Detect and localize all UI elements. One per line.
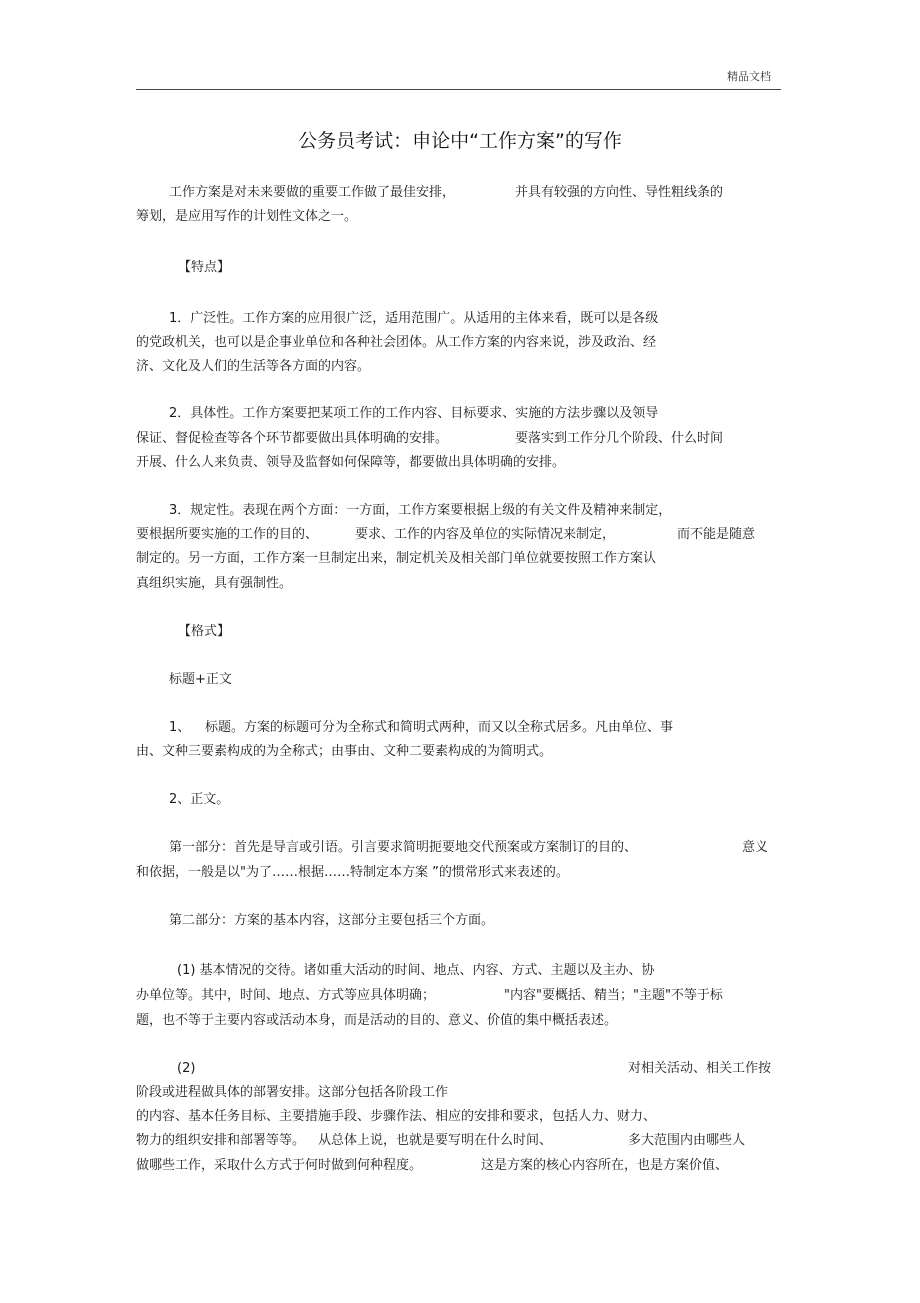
- intro-line-1b: 并具有较强的方向性、导性粗线条的: [515, 185, 724, 200]
- arrangement-line-2: 阶段或进程做具体的部署安排。这部分包括各阶段工作: [136, 1085, 449, 1100]
- format-item-1-number: 1、: [169, 720, 191, 735]
- part-1-line-1b: 意义: [742, 840, 769, 855]
- header-divider: [136, 89, 781, 90]
- feature-1-line-2: 的党政机关，也可以是企事业单位和各种社会团体。从工作方案的内容来说，涉及政治、经: [136, 335, 657, 350]
- feature-2-line-1: 2．具体性。工作方案要把某项工作的工作内容、目标要求、实施的方法步骤以及领导: [169, 406, 659, 421]
- basic-info-line-2b: "内容"要概括、精当；"主题"不等于标: [504, 988, 723, 1003]
- feature-2-line-2b: 要落实到工作分几个阶段、什么时间: [515, 431, 724, 446]
- feature-1-line-1: 1．广泛性。工作方案的应用很广泛，适用范围广。从适用的主体来看，既可以是各级: [169, 311, 659, 326]
- part-2-line-1: 第二部分：方案的基本内容，这部分主要包括三个方面。: [169, 913, 495, 928]
- arrangement-line-5a: 做哪些工作，采取什么方式于何时做到何种程度。: [136, 1158, 423, 1173]
- header-label: 精品文档: [727, 70, 771, 83]
- basic-info-line-1: (1) 基本情况的交待。诸如重大活动的时间、地点、内容、方式、主题以及主办、协: [177, 963, 655, 978]
- feature-1-line-3: 济、文化及人们的生活等各方面的内容。: [136, 359, 371, 374]
- feature-2-line-2a: 保证、督促检查等各个环节都要做出具体明确的安排。: [136, 431, 449, 446]
- feature-3-line-3: 制定的。另一方面，工作方案一旦制定出来，制定机关及相关部门单位就要按照工作方案认: [136, 551, 657, 566]
- format-item-1-line-1: 标题。方案的标题可分为全称式和简明式两种，而又以全称式居多。凡由单位、事: [205, 720, 674, 735]
- section-heading-features: 【特点】: [178, 260, 231, 275]
- feature-3-line-1: 3．规定性。表现在两个方面：一方面，工作方案要根据上级的有关文件及精神来制定，: [169, 503, 672, 518]
- feature-3-line-2a: 要根据所要实施的工作的目的、: [136, 527, 319, 542]
- section-heading-format: 【格式】: [178, 624, 231, 639]
- arrangement-line-1a: (2): [177, 1061, 196, 1076]
- arrangement-line-1b: 对相关活动、相关工作按: [628, 1061, 772, 1076]
- arrangement-line-4a: 物力的组织安排和部署等等。: [136, 1133, 306, 1148]
- part-1-line-1a: 第一部分：首先是导言或引语。引言要求简明扼要地交代预案或方案制订的目的、: [169, 840, 638, 855]
- feature-3-line-4: 真组织实施，具有强制性。: [136, 576, 293, 591]
- format-item-1-line-2: 由、文种三要素构成的为全称式；由事由、文种二要素构成的为简明式。: [136, 744, 553, 759]
- format-item-2: 2、正文。: [169, 792, 230, 807]
- format-summary: 标题+正文: [169, 672, 232, 687]
- document-title: 公务员考试：申论中“工作方案”的写作: [298, 130, 622, 152]
- part-1-line-2: 和依据，一般是以"为了……根据……特制定本方案 ”的惯常形式来表述的。: [136, 865, 569, 880]
- arrangement-line-4c: 多大范围内由哪些人: [628, 1133, 746, 1148]
- basic-info-line-3: 题，也不等于主要内容或活动本身，而是活动的目的、意义、价值的集中概括表述。: [136, 1013, 618, 1028]
- arrangement-line-3: 的内容、基本任务目标、主要措施手段、步骤作法、相应的安排和要求，包括人力、财力、: [136, 1109, 657, 1124]
- intro-line-1a: 工作方案是对未来要做的重要工作做了最佳安排，: [169, 185, 456, 200]
- feature-2-line-3: 开展、什么人来负责、领导及监督如何保障等，都要做出具体明确的安排。: [136, 455, 566, 470]
- basic-info-line-2a: 办单位等。其中，时间、地点、方式等应具体明确；: [136, 988, 436, 1003]
- intro-line-2: 筹划，是应用写作的计划性文体之一。: [136, 209, 358, 224]
- feature-3-line-2b: 要求、工作的内容及单位的实际情况来制定，: [355, 527, 616, 542]
- feature-3-line-2c: 而不能是随意: [677, 527, 756, 542]
- arrangement-line-4b: 从总体上说，也就是要写明在什么时间、: [318, 1133, 553, 1148]
- arrangement-line-5b: 这是方案的核心内容所在，也是方案价值、: [481, 1158, 729, 1173]
